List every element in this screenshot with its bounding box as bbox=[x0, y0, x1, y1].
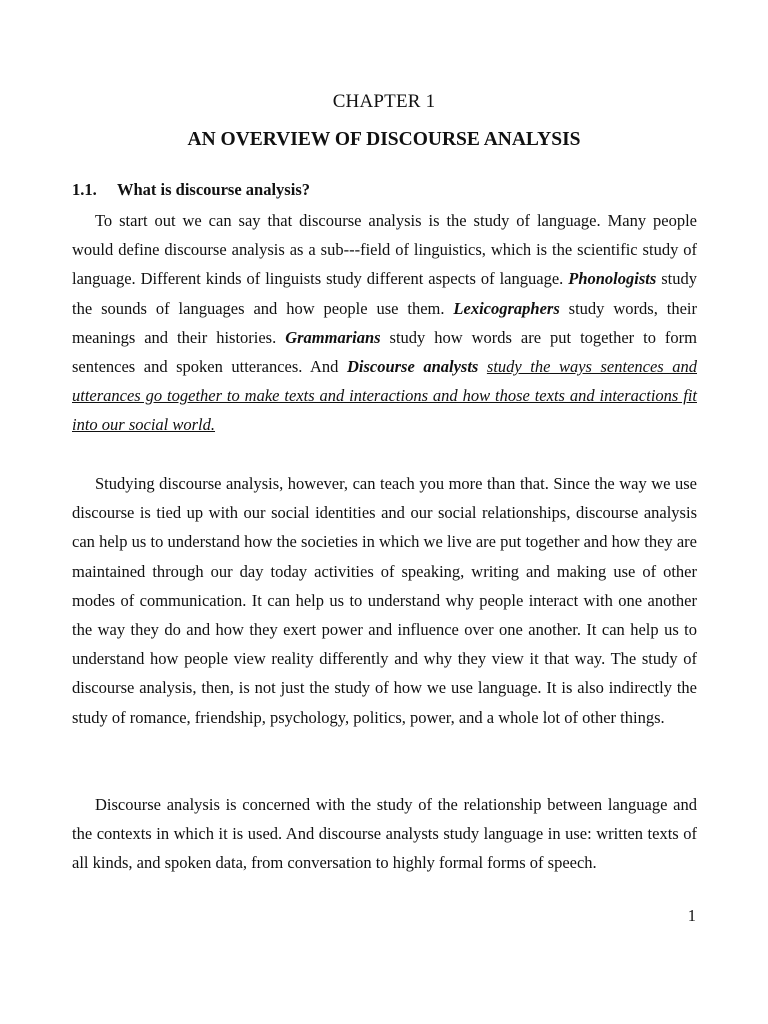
section-number: 1.1. bbox=[72, 180, 97, 199]
term-lexicographers: Lexicographers bbox=[453, 298, 560, 318]
paragraph-1-text-2: study the sounds of languages and how people use them. bbox=[72, 269, 697, 318]
paragraph-1 bbox=[72, 206, 697, 440]
paragraph-3: Discourse analysis is concerned with the study of the relationship between language and the contexts in which it is used. And discourse analysts study language in use: written texts of all kinds, and spoken data, from conversation to highly formal forms of speech. bbox=[72, 795, 697, 873]
underlined-definition: study the ways sentences and utterances go together to make texts and interactions and how those texts and interactions fit into our social world. bbox=[72, 357, 697, 435]
paragraph-1-text-4: study how words are put together to form sentences and spoken utterances. And bbox=[72, 327, 697, 377]
chapter-label: CHAPTER 1 bbox=[332, 91, 436, 112]
chapter-title: AN OVERVIEW OF DISCOURSE ANALYSIS bbox=[187, 129, 581, 150]
section-title: What is discourse analysis? bbox=[117, 180, 310, 199]
term-grammarians: Grammarians bbox=[285, 327, 381, 347]
paragraph-1-text-3: study words, their meanings and their histories. bbox=[72, 298, 697, 347]
term-discourse-analysts: Discourse analysts bbox=[346, 357, 479, 377]
term-phonologists: Phonologists bbox=[568, 269, 657, 289]
paragraph-1-text-1: To start out we can say that discourse analysis is the study of language. Many people would define discourse analysis as a sub---field of linguistics, which is the scientific study of language. Different kinds of linguists study different aspects of language. bbox=[72, 211, 697, 289]
page-number: 1 bbox=[687, 906, 696, 925]
paragraph-1-text-5 bbox=[478, 357, 487, 376]
section-heading bbox=[72, 177, 310, 203]
paragraph-2: Studying discourse analysis, however, can teach you more than that. Since the way we use discourse is tied up with our social identities and our social relationships, discourse analysis can help us to understand how the societies in which we live are put together and how they are maintained through our day today activities of speaking, writing and making use of other modes of communication. It can help us to understand why people interact with one another the way they do and how they exert power and influence over one another. It can help us to understand how people view reality differently and why they view it that way. The study of discourse analysis, then, is not just the study of how we use language. It is also indirectly the study of romance, friendship, psychology, politics, power, and a whole lot of other things. bbox=[72, 474, 697, 727]
